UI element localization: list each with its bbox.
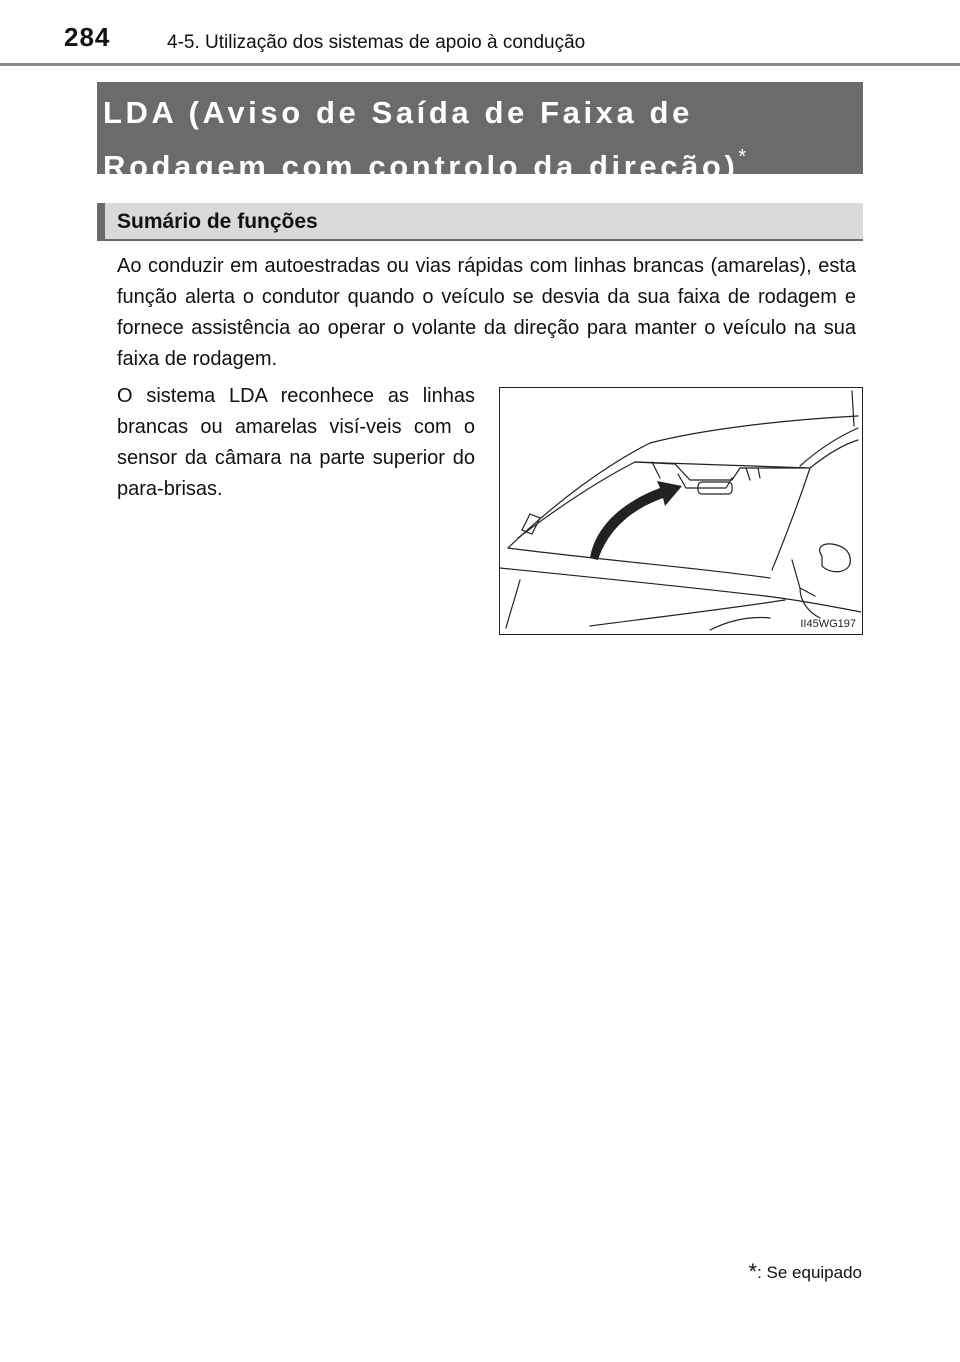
footnote-text: : Se equipado [757,1263,862,1282]
function-summary-paragraph: Ao conduzir em autoestradas ou vias rápidas com linhas brancas (amarelas), esta função alerta o condutor quando o veículo se desvia da sua faixa de rodagem e fornece assistência ao operar o volante da direção para manter o veículo na sua faixa de rodagem. [117,255,856,370]
footnote [749,1259,862,1285]
page-number: 284 [64,22,111,52]
windshield-camera-illustration [499,387,863,635]
title-equipped-mark: * [738,146,747,168]
section-path: 4-5. Utilização dos sistemas de apoio à condução [167,32,586,53]
camera-description-paragraph: O sistema LDA reconhece as linhas brancas ou amarelas visí-veis com o sensor da câmara na parte superior do para-brisas. [117,385,475,500]
footnote-mark: * [748,1259,758,1284]
page-title-text: LDA (Aviso de Saída de Faixa de Rodagem com controlo da direção) [103,95,739,184]
header-divider [0,63,960,66]
subsection-title: Sumário de funções [117,210,318,233]
page-title [103,90,843,189]
windshield-drawing [500,388,861,633]
illustration-code: II45WG197 [800,618,856,630]
